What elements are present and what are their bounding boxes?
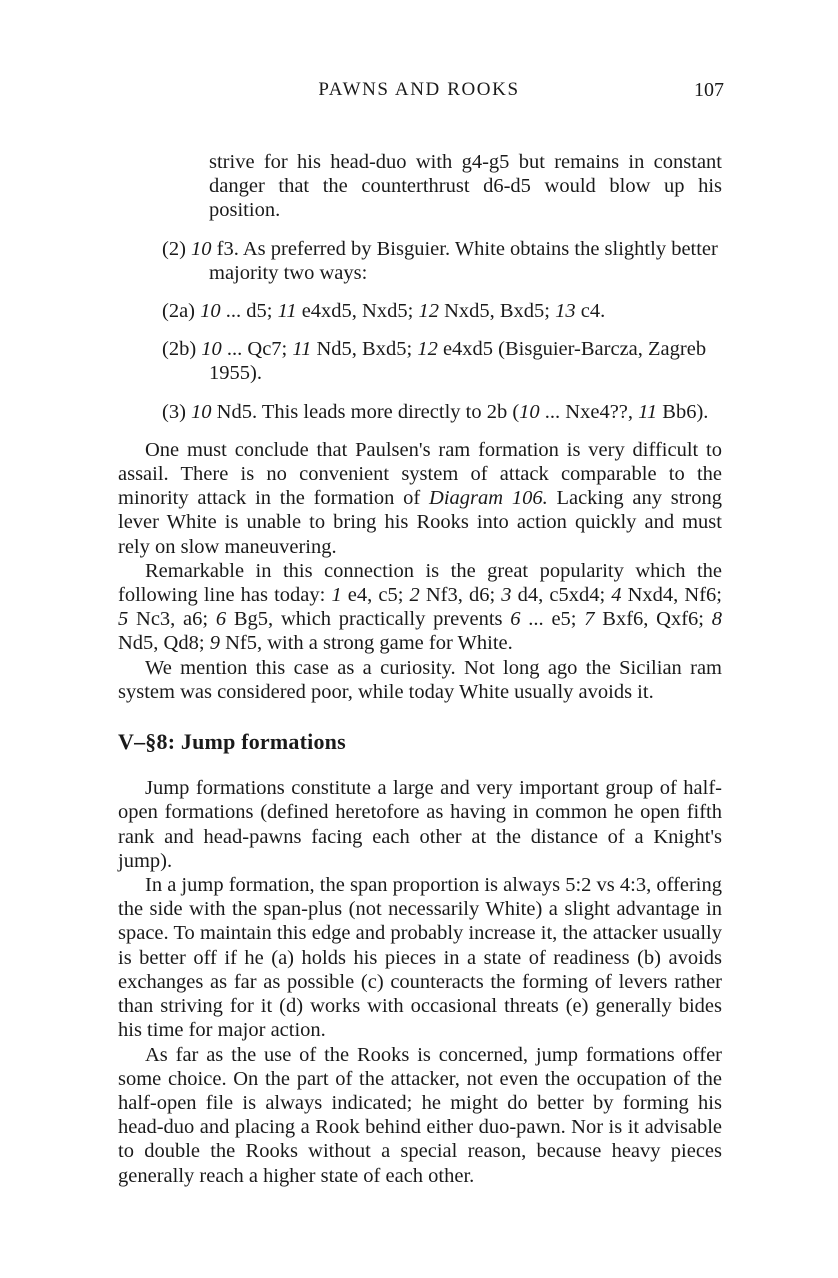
paragraph-jump-definition: Jump formations constitute a large and very important group of half-open formations (defined heretofore as having in common he open fifth rank and head-pawns facing each other at the distance of a Knight's jump). (118, 777, 722, 872)
variation-2 (162, 237, 722, 285)
paragraph-text: One must conclude that Paulsen's ram formation is very difficult to assail. There is no convenient system of attack comparable to the minority attack in the formation of (118, 438, 722, 510)
variation-text: e4xd5, Nxd5; (296, 300, 419, 323)
paragraph-text: d4, c5xd4; (511, 584, 612, 607)
move-number: 6 (215, 608, 227, 631)
variation-3 (162, 400, 722, 424)
paragraph-text: Nxd4, Nf6; (621, 584, 722, 607)
paragraph-text: Nc3, a6; (128, 608, 216, 631)
variation-2b (162, 337, 722, 385)
diagram-reference: Diagram 106. (429, 487, 548, 510)
variation-text: Nd5. This leads more directly to 2b ( (211, 400, 520, 423)
page-number: 107 (694, 79, 724, 101)
paragraph-text: Nf5, with a strong game for White. (219, 632, 513, 655)
move-number: 10 (200, 300, 221, 323)
move-number: 5 (118, 608, 129, 631)
move-number: 11 (292, 338, 312, 361)
move-number: 3 (501, 584, 512, 607)
move-number: 10 (191, 237, 212, 260)
paragraph-text: Remarkable in this connection is the great popularity which the following line has today: (118, 559, 722, 607)
move-number: 2 (409, 584, 420, 607)
variation-text: ... Qc7; (221, 338, 293, 361)
move-number: 7 (584, 608, 595, 631)
variation-text: Nxd5, Bxd5; (438, 300, 556, 323)
move-number: 9 (209, 632, 220, 655)
move-number: 13 (555, 300, 576, 323)
variation-text: f3. As preferred by Bisguier. White obtains the slightly better majority two ways: (209, 237, 718, 284)
paragraph-ram-formation (118, 438, 722, 559)
paragraph-span-proportion: In a jump formation, the span proportion is always 5:2 vs 4:3, offering the side with the span-plus (not necessarily White) a slight advantage in space. To maintain this edge and probably increase it, the attacker usually is better off if he (a) holds his pieces in a state of readiness (b) avoids exchanges as far as possible (c) counteracts the forming of levers rather than striving for it (d) works with occasional threats (e) generally bides his time for major action. (118, 874, 722, 1042)
variation-text: Nd5, Bxd5; (311, 338, 418, 361)
variation-label: (2b) (162, 338, 202, 361)
paragraph-text: Nf3, d6; (419, 584, 502, 607)
paragraph-text: Bxf6, Qxf6; (594, 608, 712, 631)
running-head (0, 79, 838, 105)
move-number: 8 (711, 608, 723, 631)
variation-label: (3) (162, 400, 192, 423)
move-number: 1 (331, 584, 342, 607)
paragraph-text: Lacking any strong lever White is unable to bring his Rooks into action quickly and must rely on slow maneuvering. (118, 487, 723, 558)
variation-text: ... Nxe4??, (539, 400, 639, 423)
running-head-title: PAWNS AND ROOKS (318, 79, 520, 100)
move-number: 11 (638, 400, 658, 423)
move-number: 6 (510, 608, 521, 631)
variation-2a (162, 299, 722, 323)
continuation-paragraph: strive for his head-duo with g4-g5 but remains in constant danger that the counterthrust d6-d5 would blow up his position. (209, 151, 722, 222)
move-number: 10 (201, 338, 222, 361)
variation-text: Bb6). (657, 400, 709, 423)
move-number: 12 (418, 300, 439, 323)
paragraph-text: e4, c5; (341, 584, 410, 607)
variation-text: c4. (575, 300, 606, 323)
variation-label: (2) (162, 237, 192, 260)
move-number: 10 (191, 400, 212, 423)
paragraph-text: Bg5, which practically prevents (226, 608, 511, 631)
page-body (118, 150, 722, 1188)
move-number: 10 (519, 400, 540, 423)
move-number: 12 (417, 338, 438, 361)
paragraph-curiosity: We mention this case as a curiosity. Not long ago the Sicilian ram system was considered poor, while today White usually avoids it. (118, 656, 722, 703)
section-heading: V–§8: Jump formations (118, 729, 346, 755)
move-number: 11 (277, 300, 297, 323)
variation-label: (2a) (162, 300, 201, 323)
move-number: 4 (611, 584, 622, 607)
paragraph-text: Nd5, Qd8; (118, 632, 210, 655)
variation-text: ... d5; (220, 300, 278, 323)
variation-text: e4xd5 (Bisguier-Barcza, Zagreb 1955). (209, 338, 707, 385)
paragraph-popular-line (118, 559, 722, 656)
paragraph-rooks-use: As far as the use of the Rooks is concerned, jump formations offer some choice. On the part of the attacker, not even the occupation of the half-open file is always indicated; he might do better by forming his head-duo and placing a Rook behind either duo-pawn. Nor is it advisable to double the Rooks without a special reason, because heavy pieces generally reach a higher state of each other. (118, 1043, 722, 1187)
paragraph-text: ... e5; (520, 608, 585, 631)
